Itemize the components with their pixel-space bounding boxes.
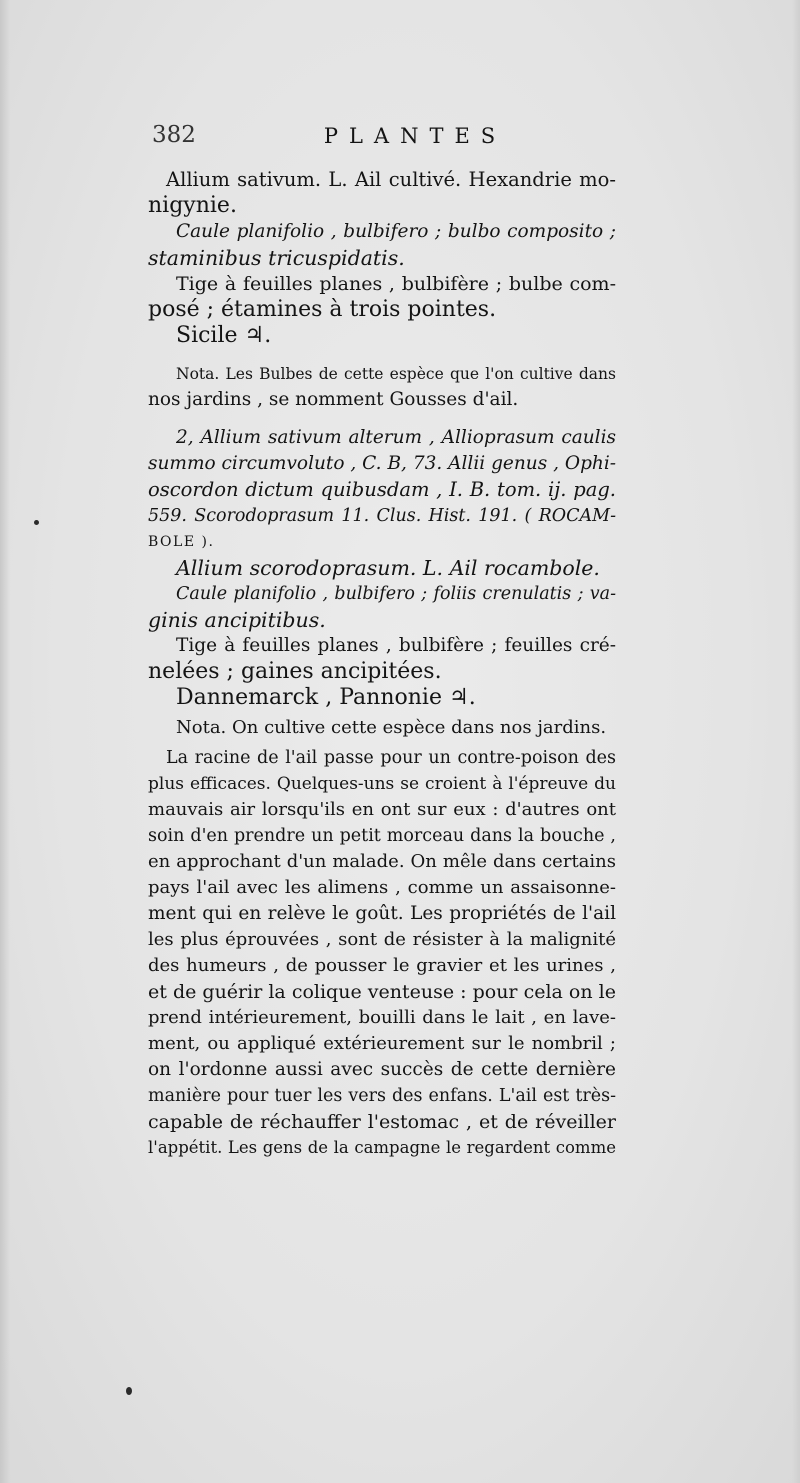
text-line: ment, ou appliqué extérieurement sur le nombril ; bbox=[148, 1033, 616, 1054]
text-line: Allium scorodoprasum. L. Ail rocambole. bbox=[176, 556, 600, 580]
text-line: Allium sativum. L. Ail cultivé. Hexandrie mo- bbox=[166, 168, 616, 191]
text-line: pays l'ail avec les alimens , comme un assaisonne- bbox=[148, 877, 616, 898]
text-line: plus efficaces. Quelques-uns se croient à l'épreuve du bbox=[148, 774, 616, 794]
text-line: 2, Allium sativum alterum , Allioprasum caulis bbox=[176, 427, 616, 448]
text-line: soin d'en prendre un petit morceau dans la bouche , bbox=[148, 826, 616, 846]
paper-speck bbox=[126, 1387, 132, 1395]
text-line: La racine de l'ail passe pour un contre-poison des bbox=[166, 748, 616, 768]
text-line: summo circumvoluto , C. B, 73. Allii genus , Ophi- bbox=[148, 453, 616, 474]
text-line: staminibus tricuspidatis. bbox=[148, 246, 405, 270]
text-line: ment qui en relève le goût. Les propriétés de l'ail bbox=[148, 903, 616, 924]
body-paragraph bbox=[148, 745, 616, 1161]
text-line: en approchant d'un malade. On mêle dans certains bbox=[148, 851, 616, 872]
text-line: et de guérir la colique venteuse : pour cela on le bbox=[148, 981, 616, 1003]
text-line: Tige à feuilles planes , bulbifère ; bulbe com- bbox=[176, 273, 616, 295]
page-header bbox=[150, 122, 620, 162]
text-line: les plus éprouvées , sont de résister à la malignité bbox=[148, 929, 616, 950]
running-head: PLANTES bbox=[323, 124, 507, 148]
text-line: ginis ancipitibus. bbox=[148, 608, 326, 632]
text-line: Tige à feuilles planes , bulbifère ; feuilles cré- bbox=[176, 635, 616, 656]
text-line: BOLE ). bbox=[148, 534, 215, 550]
text-line: Dannemarck , Pannonie ♃. bbox=[176, 685, 476, 710]
page-text bbox=[148, 167, 616, 1161]
page-edge-shadow-left bbox=[0, 0, 10, 1483]
species-entry-allium-sativum bbox=[148, 167, 616, 349]
text-line: Caule planifolio , bulbifero ; foliis crenulatis ; va- bbox=[176, 584, 616, 604]
text-line: 559. Scorodoprasum 11. Clus. Hist. 191. ( ROCAM- bbox=[148, 506, 616, 526]
text-line: manière pour tuer les vers des enfans. L'ail est très- bbox=[148, 1086, 616, 1106]
paper-speck bbox=[34, 520, 39, 525]
nota-paragraph bbox=[148, 361, 616, 413]
text-line: Nota. Les Bulbes de cette espèce que l'on cultive dans bbox=[176, 365, 616, 383]
page-edge-shadow-right bbox=[792, 0, 800, 1483]
text-line: capable de réchauffer l'estomac , et de réveiller bbox=[148, 1111, 616, 1133]
text-line: des humeurs , de pousser le gravier et les urines , bbox=[148, 955, 616, 976]
text-line: oscordon dictum quibusdam , I. B. tom. ij. pag. bbox=[148, 478, 616, 501]
page-number: 382 bbox=[152, 122, 196, 148]
text-line: Caule planifolio , bulbifero ; bulbo composito ; bbox=[176, 221, 616, 242]
text-line: nos jardins , se nomment Gousses d'ail. bbox=[148, 389, 519, 410]
text-line: posé ; étamines à trois pointes. bbox=[148, 297, 497, 322]
text-line: mauvais air lorsqu'ils en ont sur eux : d'autres ont bbox=[148, 799, 616, 820]
text-line: nelées ; gaines ancipitées. bbox=[148, 659, 442, 684]
text-line: Sicile ♃. bbox=[176, 323, 272, 348]
text-line: on l'ordonne aussi avec succès de cette dernière bbox=[148, 1059, 616, 1080]
text-line: prend intérieurement, bouilli dans le lait , en lave- bbox=[148, 1007, 616, 1028]
text-line: l'appétit. Les gens de la campagne le regardent comme bbox=[148, 1138, 616, 1157]
nota-paragraph bbox=[148, 715, 616, 741]
text-line: nigynie. bbox=[148, 193, 237, 218]
text-line: Nota. On cultive cette espèce dans nos jardins. bbox=[176, 717, 607, 738]
species-entry-allium-scorodoprasum bbox=[148, 425, 616, 711]
